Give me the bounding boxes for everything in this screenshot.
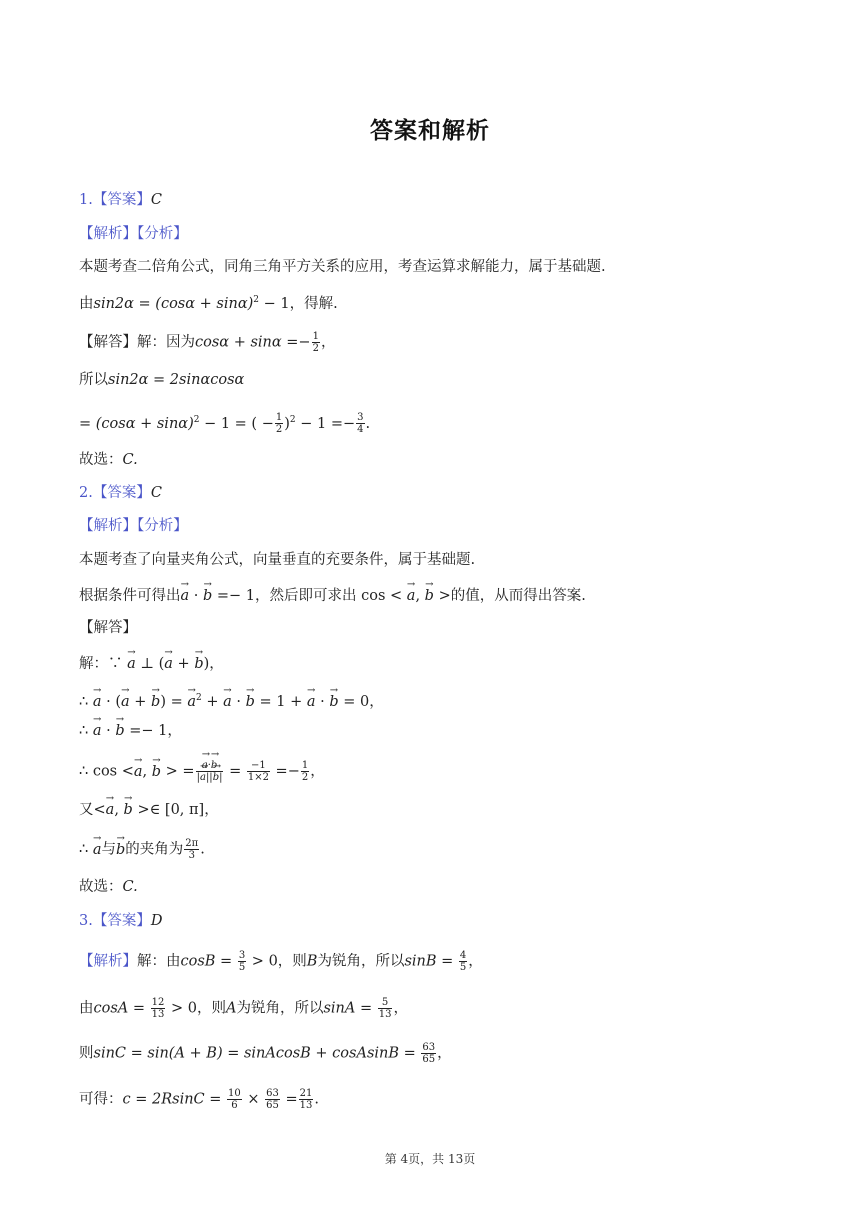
q2-answer: C (150, 485, 162, 501)
q2-l4-mid: = (177, 763, 195, 780)
q1-analysis-tag-text: 【解析】【分析】 (79, 226, 188, 242)
q1-sol-line2-pre: 所以 (79, 372, 108, 388)
fraction: $\frac{1}{2}$ (275, 412, 283, 436)
q1-hint-pre: 由 (79, 295, 94, 312)
fraction: → $\frac{a\cdot\to b}{|\to a||\to b|}$ (196, 760, 224, 783)
fraction: $\frac{63}{65}$ (422, 1042, 436, 1065)
q3-analysis-tag: 【解析】 (79, 953, 137, 970)
q3-l2-mid2: 为锐角，所以 (236, 1000, 324, 1017)
q3-l4-math: c = 2RsinC = (122, 1091, 222, 1108)
q1-choose-answer: C. (122, 452, 138, 468)
q2-sol-line3: ∴ → a · → b =− 1， (79, 721, 182, 741)
q2-l3-pre: ∴ (79, 723, 89, 739)
q1-sol-math1: cosα + sinα =− (195, 334, 311, 351)
q2-hint: 根据条件可得出→ a · → b =− 1，然后即可求出 cos < → a, → b >的值，从而得出答案. (79, 586, 586, 606)
q2-number: 2. (79, 485, 93, 501)
q2-l4-pre: ∴ cos < (79, 763, 134, 780)
q3-l2-m1: cosA = (93, 1000, 146, 1017)
page-title: 答案和解析 (370, 117, 490, 144)
q3-line2: 由cosA = $\frac{12}{13}$ > 0，则A为锐角，所以sinA = $\frac{5}{13}$ ， (79, 997, 408, 1020)
q1-sol-line3-post: − 1 =− (295, 415, 356, 432)
q1-choose-label: 故选： (79, 452, 123, 468)
fraction: $\frac{1}{2}$ (312, 331, 319, 354)
q3-l2-pre: 由 (79, 1000, 94, 1017)
fraction: $\frac{2\pi}{3}$ (185, 838, 199, 861)
fraction: $\frac{12}{13}$ (151, 997, 165, 1020)
q1-sol-line3-math: = (cosα + sinα) (79, 415, 194, 432)
q3-l2-m2: A (225, 1000, 237, 1017)
q1-answer-line (79, 190, 162, 210)
q2-l5-pre: 又< (79, 802, 106, 818)
fraction: $\frac{63}{65}$ (266, 1088, 279, 1111)
q2-sol-line5: 又<→ a, → b >∈ [0, π]， (79, 800, 219, 820)
q3-l1-m2: B (306, 953, 318, 970)
q3-answer-line (79, 911, 162, 931)
fraction: $\frac{3}{5}$ (238, 950, 246, 973)
fraction: $\frac{10}{6}$ (228, 1088, 241, 1111)
q1-solution-line1: 【解答】解：因为cosα + sinα =− $\frac{1}{2}$ ， (79, 331, 336, 354)
q3-l4-times: × (242, 1091, 265, 1108)
q1-analysis-text: 本题考查二倍角公式，同角三角平方关系的应用，考查运算求解能力，属于基础题. (79, 259, 606, 275)
q3-l4-pre: 可得： (79, 1091, 123, 1108)
q2-choose-label: 故选： (79, 879, 123, 895)
q1-choose (79, 450, 138, 470)
q3-answer-tag: 【答案】 (92, 913, 151, 929)
q2-answer-line (79, 483, 162, 503)
q2-hint-math: =− 1，然后即可求出 cos < (212, 588, 403, 604)
q3-line3: 则sinC = sin(A + B) = sinAcosB + cosAsinB = $\frac{63}{65}$ ， (79, 1042, 452, 1065)
q2-l1-pre: 解：∵ (79, 656, 123, 672)
q3-l2-m3: sinA = (323, 1000, 373, 1017)
q2-l2-post: = 0， (338, 693, 384, 710)
q1-sol-intro: 解：因为 (137, 334, 195, 351)
q2-solution-tag: 【解答】 (79, 620, 137, 636)
q2-analysis-tags (79, 516, 188, 536)
q2-l2-math: = 1 + (254, 693, 303, 710)
q1-hint-math: sin2α = (cosα + sinα) (93, 295, 254, 312)
q2-sol-line2: ∴ → a · (→ a + → b) = → $a^2$ + → a · → b = 1 + → a · → b = 0， (79, 688, 384, 712)
q1-analysis-tags (79, 224, 188, 244)
q1-sol-line3-mid: − 1 = ( − (199, 415, 274, 432)
fraction: $\frac{-1}{1\times 2}$ (247, 760, 269, 783)
q3-l1-m3: sinB = (404, 953, 454, 970)
fraction: $\frac{21}{13}$ (299, 1088, 313, 1111)
q2-sol-line4: ∴ cos <→ a, → b > = → $\frac{a\cdot\to b}{|\to a||\to b|}$ = $\frac{-1}{1\times 2}$ =− $\frac{1}{2}$ ， (79, 760, 325, 783)
q2-sol-line1: 解：∵ → a ⊥ (→ a + → b)， (79, 654, 224, 674)
fraction: $\frac{1}{2}$ (301, 760, 309, 783)
q3-line1: 【解析】解：由cosB = $\frac{3}{5}$ > 0，则B为锐角，所以sinB = $\frac{4}{5}$ ， (79, 950, 483, 973)
q1-hint: 由$\sin 2\alpha = (\cos\alpha + \sin\alpha)^2 - 1$，得解. (79, 295, 338, 312)
q2-l2-pre: ∴ (79, 693, 89, 710)
q2-analysis-text: 本题考查了向量夹角公式，向量垂直的充要条件，属于基础题. (79, 552, 476, 568)
q2-l6-mid: 与 (101, 841, 116, 858)
fraction: $\frac{5}{13}$ (378, 997, 392, 1020)
q2-hint-pre: 根据条件可得出 (79, 588, 181, 604)
q3-l3-pre: 则 (79, 1045, 94, 1062)
q2-l6-post: 的夹角为 (125, 841, 184, 858)
q1-number: 1. (79, 192, 93, 208)
q1-solution-line2 (79, 370, 244, 390)
q2-choose-answer: C. (122, 879, 138, 895)
q2-l4-post: =− (270, 763, 300, 780)
q2-hint-post: >的值，从而得出答案. (438, 588, 586, 604)
q3-l4-eq: = (280, 1091, 298, 1108)
q2-choose (79, 877, 138, 897)
q1-answer: C (150, 192, 162, 208)
q3-number: 3. (79, 913, 93, 929)
q2-l6-pre: ∴ (79, 841, 89, 858)
q1-solution-line3: = $(\cos\alpha + \sin\alpha)^2 - 1$ = ( − $\frac{1}{2}$ )$^2$ − 1 =− $\frac{3}{4}$ . (79, 412, 371, 436)
q2-sol-line6: ∴ → a与→ b的夹角为 $\frac{2\pi}{3}$ . (79, 838, 205, 861)
page-footer: 第 4页，共 13页 (384, 1152, 476, 1166)
q3-answer: D (150, 913, 163, 929)
q3-l1-mid: > 0，则 (247, 953, 307, 970)
q3-l3-math: sinC = sin(A + B) = sinAcosB + cosAsinB = (93, 1045, 416, 1062)
fraction: $\frac{4}{5}$ (459, 950, 467, 973)
q1-answer-tag: 【答案】 (92, 192, 151, 208)
q3-l1-pre: 解：由 (137, 953, 181, 970)
q3-line4: 可得：c = 2RsinC = $\frac{10}{6}$ × $\frac{63}{65}$ = $\frac{21}{13}$ . (79, 1088, 319, 1111)
q3-l1-m1: cosB = (180, 953, 233, 970)
q1-solution-tag: 【解答】 (79, 334, 137, 351)
q2-l3-post: =− 1， (124, 723, 182, 739)
q1-sol-line2-math: sin2α = 2sinαcosα (108, 372, 245, 388)
q1-hint-post: ，得解. (289, 295, 338, 312)
q3-l2-mid: > 0，则 (166, 1000, 226, 1017)
fraction: $\frac{3}{4}$ (357, 412, 364, 436)
q3-l1-mid2: 为锐角，所以 (317, 953, 405, 970)
q2-answer-tag: 【答案】 (92, 485, 151, 501)
q2-analysis-tag-text: 【解析】【分析】 (79, 518, 188, 534)
q2-l5-post: >∈ [0, π]， (137, 802, 219, 818)
